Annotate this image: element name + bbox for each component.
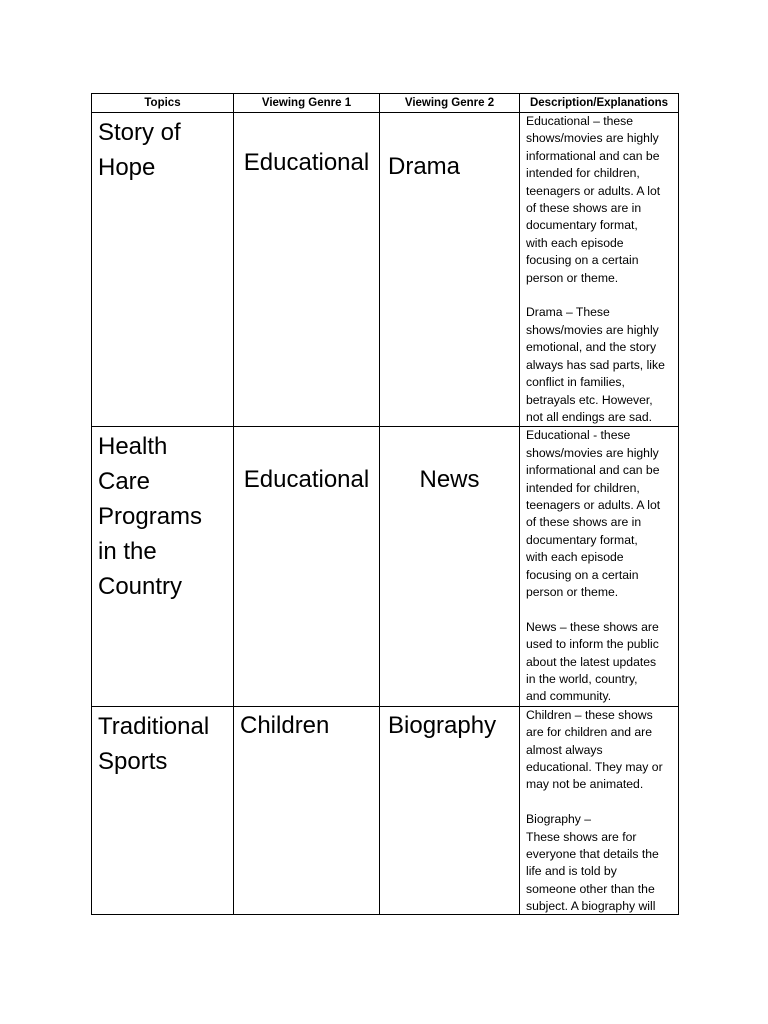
table-header-row [92,94,679,113]
header-description: Description/Explanations [520,94,679,113]
genre-1-cell [234,113,380,427]
topic-text: Health Care Programs in the Country [98,433,203,601]
genre-2-text: Biography [388,711,497,739]
header-viewing-genre-1: Viewing Genre 1 [234,94,380,113]
genre-1-text: Educational [243,149,370,176]
description-text: Children – these shows are for children and are almost always educational. They may or may not be animated. Biography – These shows are for everyone that details the life and is told by someone other than the subject. A biography will [526,707,663,914]
genre-1-cell [234,427,380,707]
topic-text: Story of Hope [98,119,181,181]
genre-2-cell [380,113,520,427]
header-viewing-genre-2: Viewing Genre 2 [380,94,520,113]
description-cell [520,706,679,914]
table-row [92,427,679,707]
genre-2-cell [380,427,520,707]
description-cell [520,427,679,707]
description-text: Educational – these shows/movies are highly informational and can be intended for children, teenagers or adults. A lot of these shows are in documentary format, with each episode focusing on a certain person or theme. Drama – These shows/movies are highly emotional, and the story always has sad parts, like conflict in families, betrayals etc. However, not all endings are sad. [526,114,665,424]
description-cell [520,113,679,427]
genre-1-text: Educational [243,466,370,494]
genre-2-text: Drama [388,153,461,180]
header-topics: Topics [92,94,234,113]
topic-cell [92,706,234,914]
table-row [92,113,679,427]
genre-2-text: News [419,466,480,494]
viewing-genre-table [91,93,679,915]
topic-cell [92,427,234,707]
description-text: Educational - these shows/movies are highly informational and can be intended for children, teenagers or adults. A lot of these shows are in documentary format, with each episode focusing on a certain person or theme. News – these shows are used to inform the public about the latest updates in the world, country, and community. [526,428,661,704]
genre-2-cell [380,706,520,914]
genre-1-cell [234,706,380,914]
table-row [92,706,679,914]
topic-text: Traditional Sports [98,712,210,775]
topic-cell [92,113,234,427]
genre-1-text: Children [240,711,330,739]
